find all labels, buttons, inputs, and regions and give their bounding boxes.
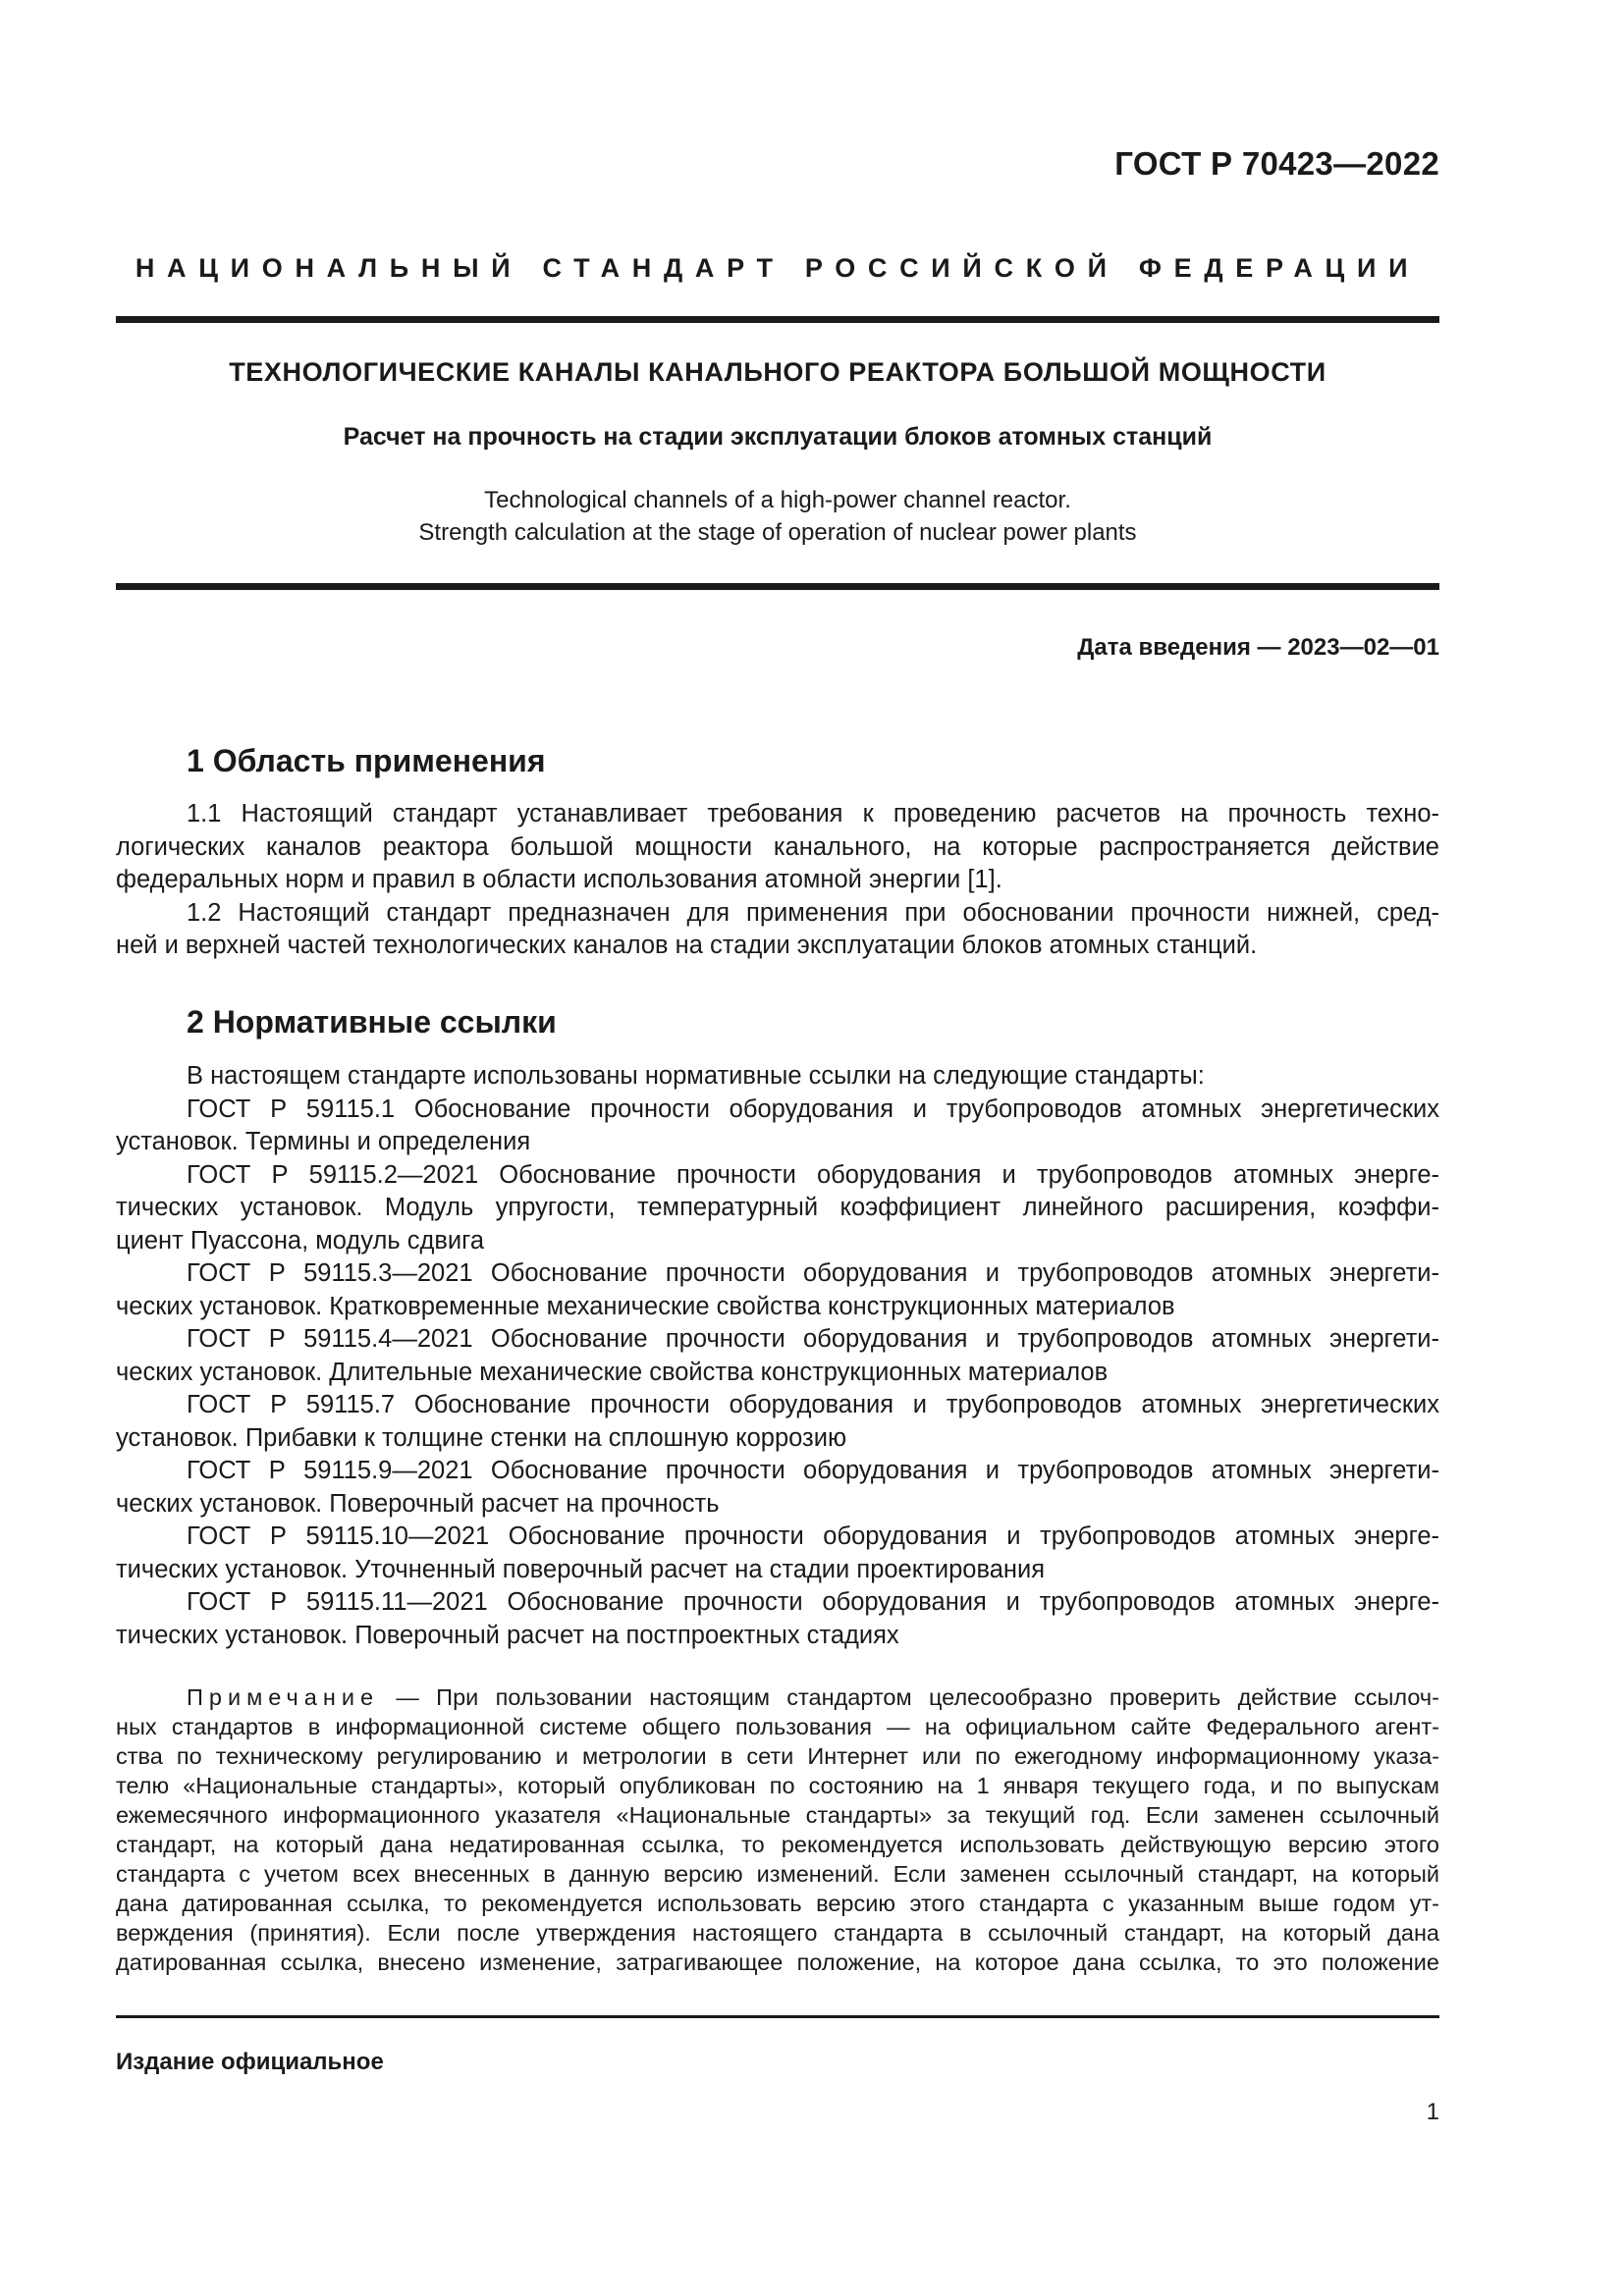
section-1-body (116, 798, 1439, 963)
note-line: стандарт, на который дана недатированная ссылка, то рекомендуется использовать действующую версию этого (116, 1832, 1439, 1857)
english-title (116, 484, 1439, 549)
top-divider (116, 316, 1439, 323)
reference-line: ческих установок. Длительные механические свойства конструкционных материалов (116, 1358, 1109, 1386)
text-line: логических каналов реактора большой мощности канального, на которые распространяется действие (116, 832, 1439, 861)
english-title-line: Technological channels of a high-power channel reactor. (484, 487, 1071, 513)
national-standard-heading: НАЦИОНАЛЬНЫЙ СТАНДАРТ РОССИЙСКОЙ ФЕДЕРАЦИИ (135, 253, 1421, 283)
english-title-line: Strength calculation at the stage of operation of nuclear power plants (418, 519, 1137, 546)
note-line: стандарта с учетом всех внесенных в данную версию изменений. Если заменен ссылочный стандарт, на который (116, 1861, 1439, 1887)
reference-line: ГОСТ Р 59115.10—2021 Обоснование прочности оборудования и трубопроводов атомных энерге- (187, 1522, 1439, 1550)
reference-line: ГОСТ Р 59115.1 Обоснование прочности оборудования и трубопроводов атомных энергетических (187, 1095, 1439, 1123)
page-number: 1 (1426, 2099, 1439, 2125)
note-line: дана датированная ссылка, то рекомендуется использовать версию этого стандарта с указанным выше годом ут- (116, 1891, 1439, 1916)
note-line: ства по техническому регулированию и метрологии в сети Интернет или по ежегодному информационному указа- (116, 1743, 1439, 1769)
section-2-heading: 2 Нормативные ссылки (187, 1004, 557, 1040)
reference-line: установок. Прибавки к толщине стенки на сплошную коррозию (116, 1423, 847, 1452)
note-label: Примечание (187, 1684, 380, 1710)
note-text: — При пользовании настоящим стандартом целесообразно проверить действие ссылоч- (379, 1684, 1439, 1710)
document-code: ГОСТ Р 70423—2022 (1114, 145, 1439, 182)
text-line: В настоящем стандарте использованы нормативные ссылки на следующие стандарты: (187, 1062, 1205, 1090)
text-line: ней и верхней частей технологических каналов на стадии эксплуатации блоков атомных станций. (116, 932, 1258, 959)
section-1-heading: 1 Область применения (187, 743, 546, 778)
official-edition-label: Издание официальное (116, 2049, 384, 2075)
note-block (116, 1682, 1439, 1977)
reference-line: ческих установок. Кратковременные механические свойства конструкционных материалов (116, 1292, 1175, 1320)
note-line: верждения (принятия). Если после утверждения настоящего стандарта в ссылочный стандарт, на который дана (116, 1920, 1439, 1946)
reference-line: ГОСТ Р 59115.4—2021 Обоснование прочности оборудования и трубопроводов атомных энергети- (187, 1325, 1439, 1353)
reference-line: установок. Термины и определения (116, 1128, 531, 1155)
reference-line: тических установок. Модуль упругости, температурный коэффициент линейного расширения, коэффи- (116, 1194, 1439, 1221)
reference-line: ческих установок. Поверочный расчет на прочность (116, 1489, 720, 1518)
reference-line: тических установок. Поверочный расчет на постпроектных стадиях (116, 1621, 899, 1649)
text-line: федеральных норм и правил в области использования атомной энергии [1]. (116, 866, 1002, 893)
document-subtitle: Расчет на прочность на стадии эксплуатации блоков атомных станций (343, 423, 1213, 451)
note-line: телю «Национальные стандарты», который опубликован по состоянию на 1 января текущего года, и по выпускам (116, 1773, 1439, 1798)
text-line: 1.1 Настоящий стандарт устанавливает требования к проведению расчетов на прочность техно- (187, 800, 1439, 828)
reference-line: ГОСТ Р 59115.3—2021 Обоснование прочности оборудования и трубопроводов атомных энергети- (187, 1259, 1439, 1287)
text-line: 1.2 Настоящий стандарт предназначен для применения при обосновании прочности нижней, сред- (187, 898, 1439, 927)
note-line: датированная ссылка, внесено изменение, затрагивающее положение, на которое дана ссылка, то это положение (116, 1949, 1439, 1975)
note-first-line (116, 1682, 1439, 1712)
reference-line: ГОСТ Р 59115.11—2021 Обоснование прочности оборудования и трубопроводов атомных энерге- (187, 1588, 1439, 1616)
reference-line: ГОСТ Р 59115.2—2021 Обоснование прочности оборудования и трубопроводов атомных энерге- (187, 1160, 1439, 1189)
reference-line: ГОСТ Р 59115.9—2021 Обоснование прочности оборудования и трубопроводов атомных энергети- (187, 1457, 1439, 1484)
section-2-body (116, 1060, 1439, 1652)
note-line: ных стандартов в информационной системе общего пользования — на официальном сайте Федерального агент- (116, 1714, 1439, 1739)
note-line: ежемесячного информационного указателя «Национальные стандарты» за текущий год. Если заменен ссылочный (116, 1802, 1439, 1828)
reference-line: тических установок. Уточненный поверочный расчет на стадии проектирования (116, 1555, 1046, 1583)
footer-divider (116, 2015, 1439, 2018)
reference-line: циент Пуассона, модуль сдвига (116, 1226, 485, 1255)
introduction-date: Дата введения — 2023—02—01 (1077, 634, 1439, 661)
document-title: ТЕХНОЛОГИЧЕСКИЕ КАНАЛЫ КАНАЛЬНОГО РЕАКТОРА БОЛЬШОЙ МОЩНОСТИ (229, 357, 1326, 387)
title-divider (116, 583, 1439, 590)
reference-line: ГОСТ Р 59115.7 Обоснование прочности оборудования и трубопроводов атомных энергетических (187, 1391, 1439, 1418)
